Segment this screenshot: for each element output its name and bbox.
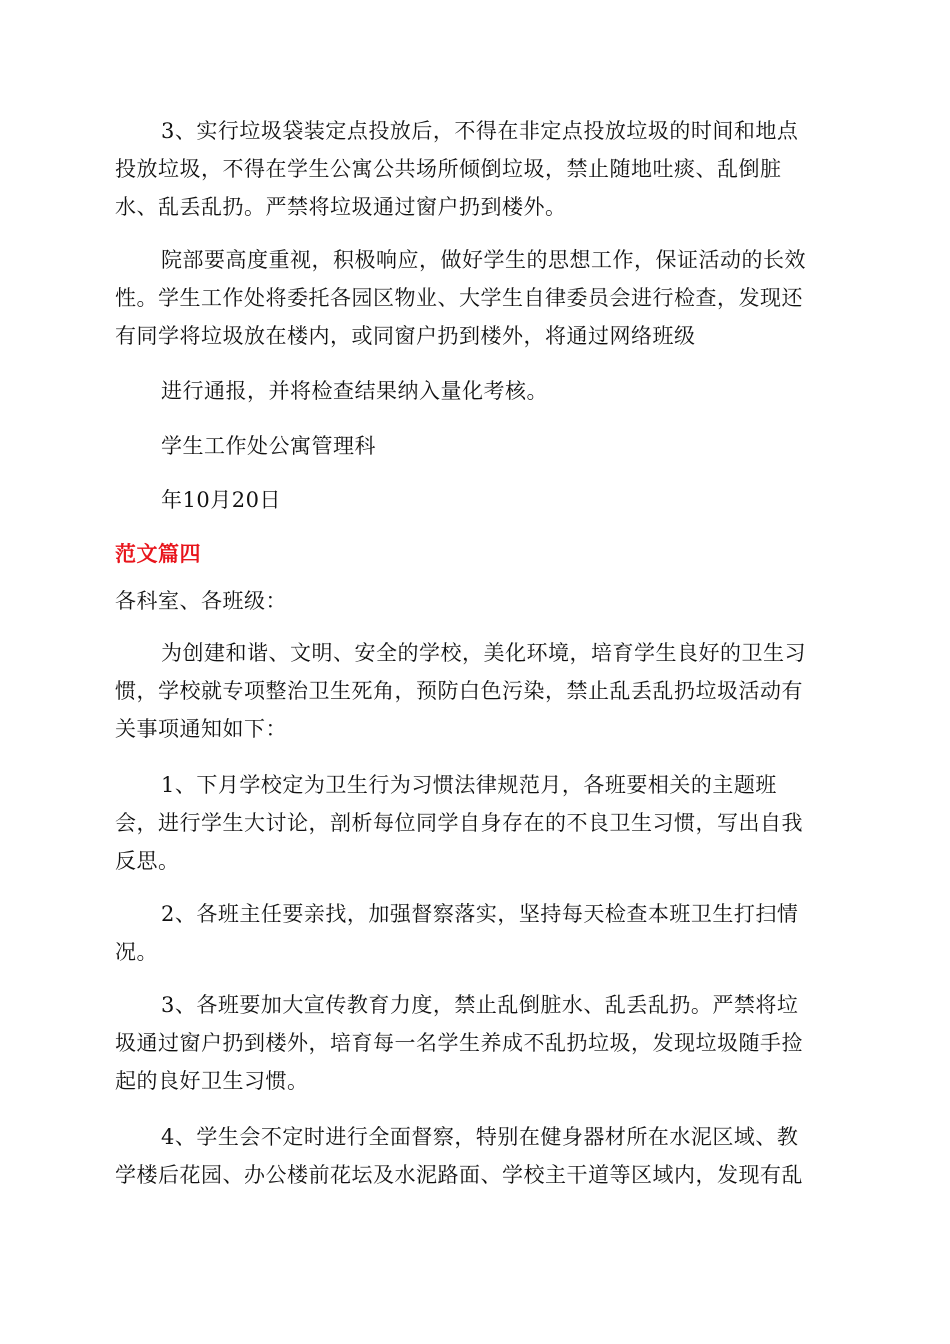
text-line: 反思。: [115, 849, 180, 873]
text-line: 进行通报，并将检查结果纳入量化考核。: [161, 379, 548, 403]
paragraph-item-2: [115, 895, 835, 971]
text-line: 投放垃圾，不得在学生公寓公共场所倾倒垃圾，禁止随地吐痰、乱倒脏: [115, 157, 782, 181]
text-line: 2、各班主任要亲找，加强督察落实，坚持每天检查本班卫生打扫情: [161, 902, 799, 926]
paragraph-item-3: [115, 986, 835, 1100]
text-line: 性。学生工作处将委托各园区物业、大学生自律委员会进行检查，发现还: [115, 286, 803, 310]
text-line: 各科室、各班级：: [115, 589, 287, 613]
text-line: 起的良好卫生习惯。: [115, 1069, 309, 1093]
paragraph-department: [115, 241, 835, 355]
salutation: [115, 582, 835, 620]
paragraph-intro: [115, 634, 835, 748]
paragraph-item-1: [115, 766, 835, 880]
date: [115, 481, 835, 519]
text-line: 为创建和谐、文明、安全的学校，美化环境，培育学生良好的卫生习: [161, 641, 806, 665]
section-heading: [115, 535, 835, 573]
text-line: 况。: [115, 940, 158, 964]
paragraph-rule-3: [115, 112, 835, 226]
text-line: 1、下月学校定为卫生行为习惯法律规范月，各班要相关的主题班: [161, 773, 777, 797]
text-line: 会，进行学生大讨论，剖析每位同学自身存在的不良卫生习惯，写出自我: [115, 811, 803, 835]
paragraph-report: [115, 372, 835, 410]
text-line: 学楼后花园、办公楼前花坛及水泥路面、学校主干道等区域内，发现有乱: [115, 1163, 803, 1187]
text-line: 圾通过窗户扔到楼外，培育每一名学生养成不乱扔垃圾，发现垃圾随手捡: [115, 1031, 803, 1055]
text-line: 惯，学校就专项整治卫生死角，预防白色污染，禁止乱丢乱扔垃圾活动有: [115, 679, 803, 703]
text-line: 3、实行垃圾袋装定点投放后，不得在非定点投放垃圾的时间和地点: [161, 119, 799, 143]
text-line: 关事项通知如下：: [115, 717, 287, 741]
text-line: 4、学生会不定时进行全面督察，特别在健身器材所在水泥区域、教: [161, 1125, 799, 1149]
text-line: 院部要高度重视，积极响应，做好学生的思想工作，保证活动的长效: [161, 248, 806, 272]
paragraph-item-4: [115, 1118, 835, 1194]
text-line: 水、乱丢乱扔。严禁将垃圾通过窗户扔到楼外。: [115, 195, 567, 219]
text-line: 有同学将垃圾放在楼内，或同窗户扔到楼外，将通过网络班级: [115, 324, 696, 348]
signature: [115, 427, 835, 465]
text-line: 学生工作处公寓管理科: [161, 434, 376, 458]
heading-text: 范文篇四: [115, 542, 201, 566]
text-line: 3、各班要加大宣传教育力度，禁止乱倒脏水、乱丢乱扔。严禁将垃: [161, 993, 799, 1017]
text-line: 年10月20日: [161, 488, 281, 512]
